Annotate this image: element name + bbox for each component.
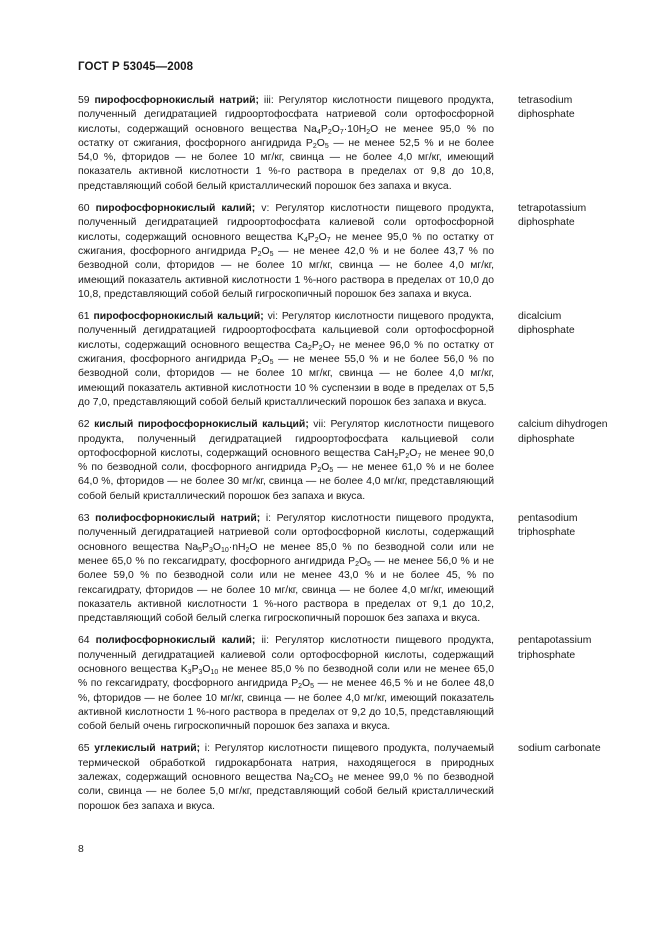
subscript: 7 [417, 452, 422, 460]
subscript: 5 [198, 546, 203, 554]
text-segment: Регулятор кислотности пищевого продукта, полученный дегидратацией гидроортофосфата натриевой соли ортофосфорной кислоты, содержащий основного вещества Na [78, 95, 495, 135]
english-name-line: diphosphate [518, 433, 575, 445]
english-name [518, 310, 650, 339]
entry-description [78, 418, 494, 504]
english-name [518, 742, 650, 756]
subscript: 2 [318, 344, 323, 352]
entry-number: 62 [78, 419, 95, 431]
subscript: 2 [394, 452, 399, 460]
text-segment: O [202, 663, 211, 675]
entry-class: iii: [258, 95, 274, 106]
text-segment: не менее 85,0 % по безводной соли или не менее 65,0 % по гексагидрату, фосфорного ангидрида P [78, 663, 495, 690]
entry-class: vi: [263, 311, 278, 323]
text-segment: — не менее 55,0 % и не более 56,0 % по безводной соли, фторидов — не более 10 мг/кг, свинца — не более 4,0 мг/кг, имеющий показатель активной кислотности 10 % суспензии в воде в пределах от 5,5 до 7,0, представляющий собой белый кристаллический порошок без запаха и вкуса. [78, 354, 494, 408]
subscript: 5 [324, 142, 329, 150]
entry-61 [78, 310, 648, 410]
text-segment: O [322, 339, 331, 351]
text-segment: — не менее 61,0 % и не более 64,0 %, фторидов — не более 30 мг/кг, свинца — не более 4,0 мг/кг, представляющий собой белый кристаллический порошок без запаха и вкуса. [78, 462, 494, 502]
entry-class: ii: [255, 635, 270, 647]
subscript: 5 [310, 683, 315, 691]
entry-class: vii: [308, 419, 327, 431]
english-name-line: pentasodium [518, 513, 578, 525]
text-segment: Регулятор кислотности пищевого продукта, полученный дегидратацией натриевой соли ортофосфорной кислоты, содержащий основного вещества Na [78, 513, 494, 553]
entry-name: пирофосфорнокислый кальций; [93, 311, 264, 323]
text-segment: Регулятор кислотности пищевого продукта, полученный дегидратацией гидроортофосфата калиевой соли ортофосфорной кислоты, содержащий основного вещества K [78, 203, 494, 243]
text-segment: — не менее 46,5 % и не более 48,0 %, фторидов — не более 10 мг/кг, свинца — не более 4,0 мг/кг, имеющий показатель активной кислотности 1 %-ного раствора в пределах от 9,2 до 10,5, представляющий собой белый очень гигроскопичный порошок без запаха и вкуса. [78, 678, 494, 733]
english-name-line: diphosphate [518, 217, 575, 229]
entry-description [78, 742, 494, 813]
english-name-line: pentapotassium [518, 635, 592, 647]
text-segment: Регулятор кислотности пищевого продукта, полученный дегидратацией гидроортофосфата кальциевой соли ортофосфорной кислоты, содержащий основного вещества Ca [78, 311, 495, 351]
text-segment: O [358, 555, 368, 567]
english-name-line: diphosphate [518, 109, 575, 121]
text-segment: P [307, 231, 315, 243]
english-name-line: triphosphate [518, 649, 576, 661]
entry-number: 59 [78, 95, 95, 106]
english-name [518, 94, 650, 123]
english-name-line: tetrapotassium [518, 203, 587, 215]
subscript: 7 [326, 236, 331, 244]
text-segment: ·10H [343, 123, 367, 135]
subscript: 10 [210, 668, 219, 676]
text-segment: P [311, 339, 319, 351]
entry-64 [78, 634, 648, 734]
entry-name: кислый пирофосфорнокислый кальций; [94, 419, 309, 431]
entry-62 [78, 418, 648, 504]
text-segment: — не менее 56,0 % и не более 59,0 % по безводной соли или не менее 43,0 % и не более 45, % по гексагидрату, фторидов — не более 10 мг/кг, свинца — не более 4,0 мг/кг, имеющий показатель активной кислотности 1 %-ного раствора в пределах от 9,1 до 10,2, представляющий собой белый слегка гигроскопичный порошок без запаха и вкуса. [78, 555, 494, 625]
text-segment: O [302, 678, 311, 690]
subscript: 2 [257, 250, 262, 258]
subscript: 2 [317, 467, 322, 475]
text-segment: Регулятор кислотности пищевого продукта, полученный дегидратацией гидроортофосфата кальциевой соли ортофосфорной кислоты, содержащий основного вещества CaH [78, 419, 494, 459]
english-name-line: calcium dihydrogen [518, 419, 608, 431]
subscript: 2 [314, 236, 319, 244]
text-segment: CO [313, 772, 330, 784]
subscript: 4 [316, 128, 321, 136]
subscript: 7 [339, 128, 344, 136]
subscript: 2 [309, 777, 314, 785]
text-segment: не менее 90,0 % по безводной соли, фосфорного ангидрида P [78, 447, 494, 474]
subscript: 2 [298, 683, 303, 691]
text-segment: O [409, 447, 418, 459]
english-name [518, 418, 650, 447]
text-segment: не менее 99,0 % по безводной соли, свинца — не более 5,0 мг/кг, представляющий собой белый кристаллический порошок без запаха и вкуса. [78, 772, 494, 812]
entry-65 [78, 742, 648, 813]
text-segment: O [316, 137, 325, 149]
entry-60 [78, 202, 648, 302]
english-name [518, 202, 650, 231]
subscript: 2 [327, 128, 332, 136]
entry-number: 64 [78, 635, 96, 647]
english-name-line: diphosphate [518, 325, 575, 337]
subscript: 5 [367, 560, 371, 568]
text-segment: P [398, 447, 406, 459]
english-name-line: triphosphate [518, 527, 576, 539]
subscript: 2 [257, 359, 262, 367]
entry-description [78, 94, 494, 194]
entry-name: полифосфорнокислый калий; [95, 635, 256, 647]
subscript: 3 [187, 668, 192, 676]
text-segment: O [318, 231, 327, 243]
entry-name: пирофосфорнокислый калий; [95, 203, 256, 215]
entry-name: пирофосфорнокислый натрий; [94, 95, 259, 106]
subscript: 5 [269, 250, 274, 258]
entry-number: 65 [78, 743, 95, 755]
entry-description [78, 202, 494, 302]
entry-name: полифосфорнокислый натрий; [95, 513, 261, 525]
subscript: 2 [366, 128, 371, 136]
subscript: 4 [303, 236, 308, 244]
text-segment: O не менее 85,0 % по безводной соли или не менее 65,0 % по гексагидрату, фосфорного ангидрида P [78, 541, 494, 567]
text-segment: P [202, 541, 209, 553]
text-segment: O не менее 95,0 % по остатку от сжигания, фосфорного ангидрида P [78, 123, 494, 149]
subscript: 5 [269, 359, 274, 367]
english-name [518, 634, 650, 663]
entries-list [78, 94, 648, 822]
document-header: ГОСТ Р 53045—2008 [78, 61, 194, 73]
text-segment: не менее 96,0 % по остатку от сжигания, фосфорного ангидрида P [78, 339, 494, 366]
text-segment: не менее 95,0 % по остатку от сжигания, фосфорного ангидрида P [78, 231, 494, 257]
entry-59 [78, 94, 648, 194]
text-segment: O [212, 541, 221, 553]
subscript: 3 [198, 668, 203, 676]
text-segment: — не менее 52,5 % и не более 54,0 %, фторидов — не более 10 мг/кг, свинца — не более 4,0 мг/кг, имеющий показатель активной кислотности 1 %-го раствора в пределах от 9,8 до 10,8, представляющий собой белый кристаллический порошок без запаха и вкуса. [78, 137, 494, 192]
subscript: 2 [312, 142, 317, 150]
text-segment: O [261, 245, 270, 257]
entry-number: 61 [78, 311, 94, 323]
entry-class: i: [200, 743, 210, 755]
entry-description [78, 512, 494, 626]
entry-number: 63 [78, 513, 96, 525]
text-segment: P [320, 123, 328, 135]
text-segment: P [191, 663, 199, 675]
text-segment: Регулятор кислотности пищевого продукта, полученный дегидратацией калиевой соли ортофосфорной кислоты, содержащий основного вещества K [78, 635, 494, 675]
entry-name: углекислый натрий; [94, 743, 201, 755]
english-name [518, 512, 650, 541]
subscript: 7 [330, 344, 335, 352]
english-name-line: dicalcium [518, 311, 562, 323]
subscript: 2 [307, 344, 312, 352]
text-segment: — не менее 42,0 % и не более 43,7 % по безводной соли, фторидов — не более 10 мг/кг, свинца — не более 4,0 мг/кг, имеющий показатель активной кислотности 1 %-ного раствора в пределах от 10,0 до 10,8, представляющий собой белый гигроскопичный порошок без запаха и вкуса. [78, 245, 494, 300]
entry-class: v: [255, 203, 270, 215]
text-segment: O [261, 354, 270, 366]
subscript: 5 [329, 467, 334, 475]
entry-description [78, 634, 494, 734]
text-segment: O [321, 462, 330, 474]
page-number: 8 [78, 844, 84, 855]
subscript: 10 [220, 546, 229, 554]
subscript: 2 [405, 452, 410, 460]
entry-63 [78, 512, 648, 626]
subscript: 3 [329, 777, 334, 785]
entry-number: 60 [78, 203, 96, 215]
text-segment: O [331, 123, 340, 135]
entry-class: i: [260, 513, 272, 525]
english-name-line: tetrasodium [518, 95, 573, 106]
subscript: 3 [208, 546, 213, 554]
subscript: 2 [355, 560, 359, 568]
english-name-line: sodium carbonate [518, 743, 601, 755]
entry-description [78, 310, 494, 410]
text-segment: Регулятор кислотности пищевого продукта, получаемый термической обработкой гидрокарбоната натрия, находящегося в природных залежах, содержащий основного вещества Na [78, 743, 495, 784]
text-segment: ·nH [228, 541, 246, 553]
subscript: 2 [245, 546, 250, 554]
